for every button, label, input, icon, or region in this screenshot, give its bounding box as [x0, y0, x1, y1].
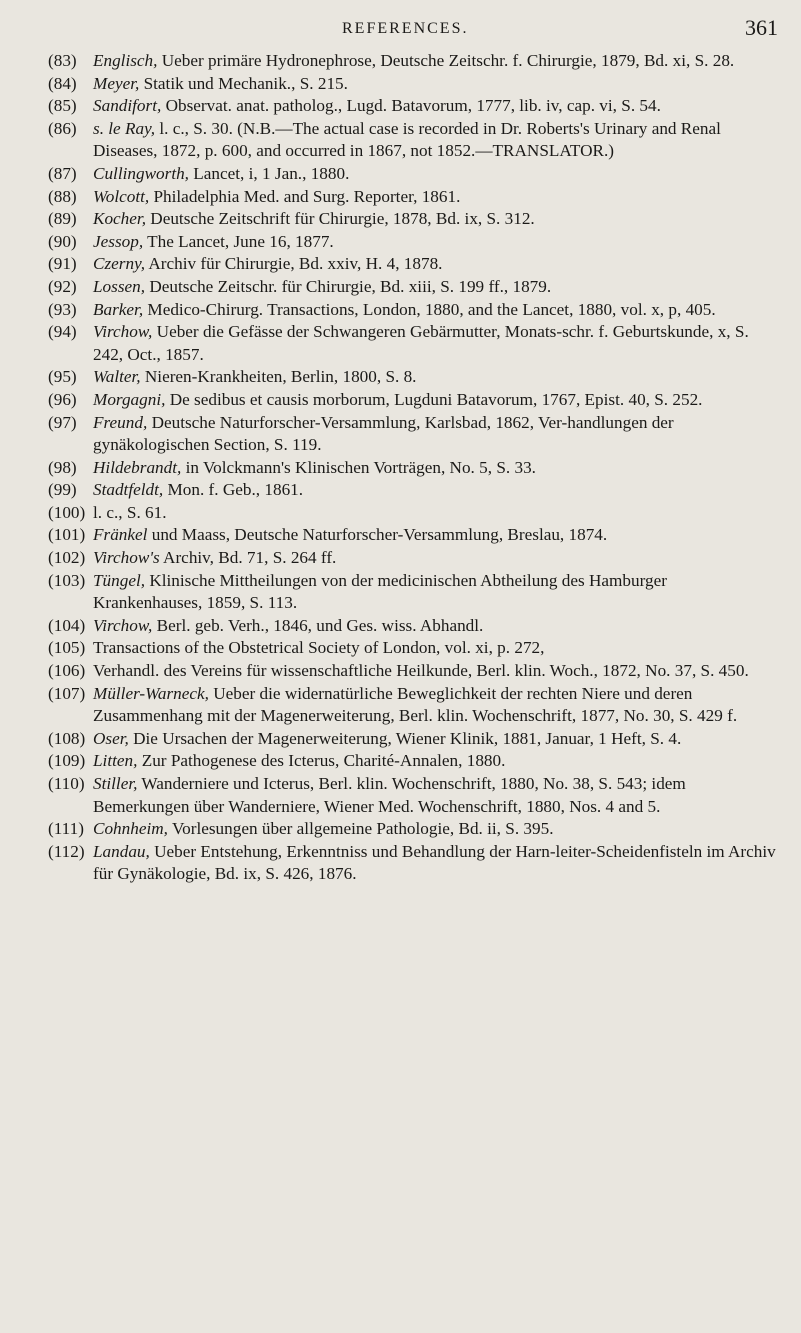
- reference-number: (99): [48, 480, 77, 500]
- reference-author: Jessop,: [93, 231, 144, 251]
- page-number: 361: [745, 15, 778, 40]
- reference-author: Englisch,: [93, 51, 158, 70]
- reference-text: Archiv, Bd. 71, S. 264 ff.: [159, 548, 337, 568]
- reference-author: Tüngel,: [93, 570, 146, 590]
- reference-number: (84): [48, 73, 77, 93]
- reference-entry: [48, 321, 776, 366]
- reference-author: Lossen,: [93, 276, 146, 296]
- reference-number: (102): [48, 548, 86, 568]
- reference-number: (100): [48, 502, 86, 522]
- reference-entry: [48, 479, 776, 502]
- reference-text: Nieren-Krankheiten, Berlin, 1800, S. 8.: [140, 367, 417, 387]
- reference-number: (89): [48, 209, 77, 229]
- reference-entry: [48, 524, 776, 547]
- reference-entry: [48, 570, 776, 615]
- reference-text: und Maass, Deutsche Naturforscher-Versammlung, Breslau, 1874.: [147, 525, 608, 545]
- reference-number: (87): [48, 163, 77, 183]
- reference-text: l. c., S. 30. (N.B.—The actual case is recorded in Dr. Roberts's Urinary and Renal Diseases, 1872, p. 600, and occurred in 1867, not 1852.—TRANSLATOR.): [93, 118, 721, 161]
- reference-number: (101): [48, 525, 86, 545]
- reference-entry: [48, 389, 776, 412]
- reference-text: Deutsche Zeitschrift für Chirurgie, 1878, Bd. ix, S. 312.: [146, 209, 535, 229]
- reference-author: Cullingworth,: [93, 163, 189, 183]
- reference-author: Barker,: [93, 299, 144, 319]
- reference-author: Walter,: [93, 367, 141, 387]
- reference-number: (83): [48, 51, 77, 70]
- running-head: REFERENCES.: [342, 20, 469, 37]
- reference-text: Ueber die Gefässe der Schwangeren Gebärmutter, Monats-schr. f. Geburtskunde, x, S. 242, Oct., 1857.: [93, 322, 749, 364]
- reference-number: (92): [48, 276, 77, 296]
- reference-number: (97): [48, 412, 77, 432]
- reference-text: Deutsche Zeitschr. für Chirurgie, Bd. xiii, S. 199 ff., 1879.: [145, 276, 552, 296]
- reference-number: (107): [48, 683, 86, 703]
- reference-text: Vorlesungen über allgemeine Pathologie, Bd. ii, S. 395.: [167, 819, 554, 839]
- reference-entry: [48, 457, 776, 480]
- reference-entry: [48, 750, 776, 773]
- reference-number: (96): [48, 389, 77, 409]
- reference-author: Stiller,: [93, 774, 138, 793]
- reference-text: Ueber die widernatürliche Beweglichkeit der rechten Niere und deren Zusammenhang mit der Magenerweiterung, Berl. klin. Wochenschrift, 1877, No. 30, S. 429 f.: [93, 683, 738, 726]
- reference-author: Oser,: [93, 728, 129, 748]
- reference-author: Wolcott,: [93, 186, 150, 206]
- reference-entry: [48, 818, 776, 841]
- reference-author: Sandifort,: [93, 96, 162, 116]
- reference-number: (94): [48, 322, 77, 342]
- reference-entry: [48, 683, 776, 728]
- reference-author: Czerny,: [93, 254, 146, 274]
- reference-text: Zur Pathogenese des Icterus, Charité-Annalen, 1880.: [137, 751, 506, 771]
- reference-author: Fränkel: [93, 525, 148, 545]
- reference-number: (93): [48, 299, 77, 319]
- reference-author: Morgagni,: [93, 389, 166, 409]
- reference-author: Meyer,: [93, 73, 140, 93]
- reference-text: Philadelphia Med. and Surg. Reporter, 1861.: [149, 186, 461, 206]
- reference-number: (86): [48, 118, 77, 138]
- reference-number: (111): [48, 819, 84, 839]
- reference-number: (103): [48, 570, 86, 590]
- reference-entry: [48, 208, 776, 231]
- reference-number: (85): [48, 96, 77, 116]
- reference-text: Verhandl. des Vereins für wissenschaftliche Heilkunde, Berl. klin. Woch., 1872, No. 37, S. 450.: [93, 661, 749, 681]
- reference-entry: [48, 502, 776, 525]
- reference-entry: [48, 637, 776, 660]
- reference-number: (104): [48, 615, 86, 635]
- reference-text: Observat. anat. patholog., Lugd. Batavorum, 1777, lib. iv, cap. vi, S. 54.: [161, 96, 661, 116]
- reference-text: Die Ursachen der Magenerweiterung, Wiener Klinik, 1881, Januar, 1 Heft, S. 4.: [128, 728, 682, 748]
- reference-entry: [48, 412, 776, 457]
- reference-text: Statik und Mechanik., S. 215.: [139, 73, 348, 93]
- reference-entry: [48, 50, 776, 73]
- reference-text: Archiv für Chirurgie, Bd. xxiv, H. 4, 1878.: [145, 254, 443, 274]
- page-header: [0, 14, 801, 44]
- reference-number: (91): [48, 254, 77, 274]
- reference-entry: [48, 728, 776, 751]
- reference-entry: [48, 253, 776, 276]
- reference-text: Medico-Chirurg. Transactions, London, 1880, and the Lancet, 1880, vol. x, p, 405.: [143, 299, 716, 319]
- reference-number: (95): [48, 367, 77, 387]
- reference-number: (98): [48, 457, 77, 477]
- reference-entry: [48, 841, 776, 886]
- reference-author: Cohnheim,: [93, 819, 168, 839]
- reference-entry: [48, 73, 776, 96]
- reference-text: Wanderniere und Icterus, Berl. klin. Wochenschrift, 1880, No. 38, S. 543; idem Bemerkungen über Wanderniere, Wiener Med. Wochenschrift, 1880, Nos. 4 and 5.: [93, 774, 686, 816]
- reference-entry: [48, 660, 776, 683]
- reference-entry: [48, 186, 776, 209]
- reference-text: l. c., S. 61.: [93, 502, 167, 522]
- reference-number: (109): [48, 751, 86, 771]
- reference-text: Ueber primäre Hydronephrose, Deutsche Zeitschr. f. Chirurgie, 1879, Bd. xi, S. 28.: [157, 51, 735, 70]
- reference-number: (112): [48, 841, 85, 861]
- reference-text: De sedibus et causis morborum, Lugduni Batavorum, 1767, Epist. 40, S. 252.: [165, 389, 703, 409]
- reference-author: Virchow,: [93, 322, 153, 342]
- reference-entry: [48, 118, 776, 163]
- reference-text: Lancet, i, 1 Jan., 1880.: [188, 163, 350, 183]
- reference-text: Berl. geb. Verh., 1846, und Ges. wiss. Abhandl.: [152, 615, 484, 635]
- reference-number: (105): [48, 638, 86, 658]
- reference-author: Freund,: [93, 412, 148, 432]
- reference-author: Hildebrandt,: [93, 457, 182, 477]
- reference-text: Deutsche Naturforscher-Versammlung, Karlsbad, 1862, Ver-handlungen der gynäkologischen Section, S. 119.: [93, 412, 674, 455]
- reference-text: Transactions of the Obstetrical Society of London, vol. xi, p. 272,: [93, 638, 545, 658]
- reference-number: (88): [48, 186, 77, 206]
- reference-entry: [48, 276, 776, 299]
- reference-number: (106): [48, 661, 86, 681]
- reference-author: Landau,: [93, 841, 150, 861]
- reference-text: The Lancet, June 16, 1877.: [143, 231, 334, 251]
- reference-entry: [48, 615, 776, 638]
- reference-text: in Volckmann's Klinischen Vorträgen, No. 5, S. 33.: [181, 457, 536, 477]
- reference-list: [48, 50, 776, 886]
- reference-entry: [48, 773, 776, 818]
- reference-entry: [48, 95, 776, 118]
- reference-author: s. le Ray,: [93, 118, 156, 138]
- reference-text: Klinische Mittheilungen von der medicinischen Abtheilung des Hamburger Krankenhauses, 1859, S. 113.: [93, 570, 667, 613]
- reference-entry: [48, 163, 776, 186]
- reference-author: Müller-Warneck,: [93, 683, 209, 703]
- reference-number: (110): [48, 774, 85, 793]
- reference-entry: [48, 366, 776, 389]
- reference-author: Kocher,: [93, 209, 146, 229]
- reference-text: Ueber Entstehung, Erkenntniss und Behandlung der Harn-leiter-Scheidenfisteln im Archiv für Gynäkologie, Bd. ix, S. 426, 1876.: [93, 841, 776, 884]
- reference-number: (108): [48, 728, 86, 748]
- reference-entry: [48, 299, 776, 322]
- reference-author: Stadtfeldt,: [93, 480, 164, 500]
- reference-entry: [48, 547, 776, 570]
- reference-author: Virchow,: [93, 615, 153, 635]
- reference-text: Mon. f. Geb., 1861.: [163, 480, 304, 500]
- reference-author: Virchow's: [93, 548, 160, 568]
- reference-entry: [48, 231, 776, 254]
- reference-author: Litten,: [93, 751, 138, 771]
- reference-number: (90): [48, 231, 77, 251]
